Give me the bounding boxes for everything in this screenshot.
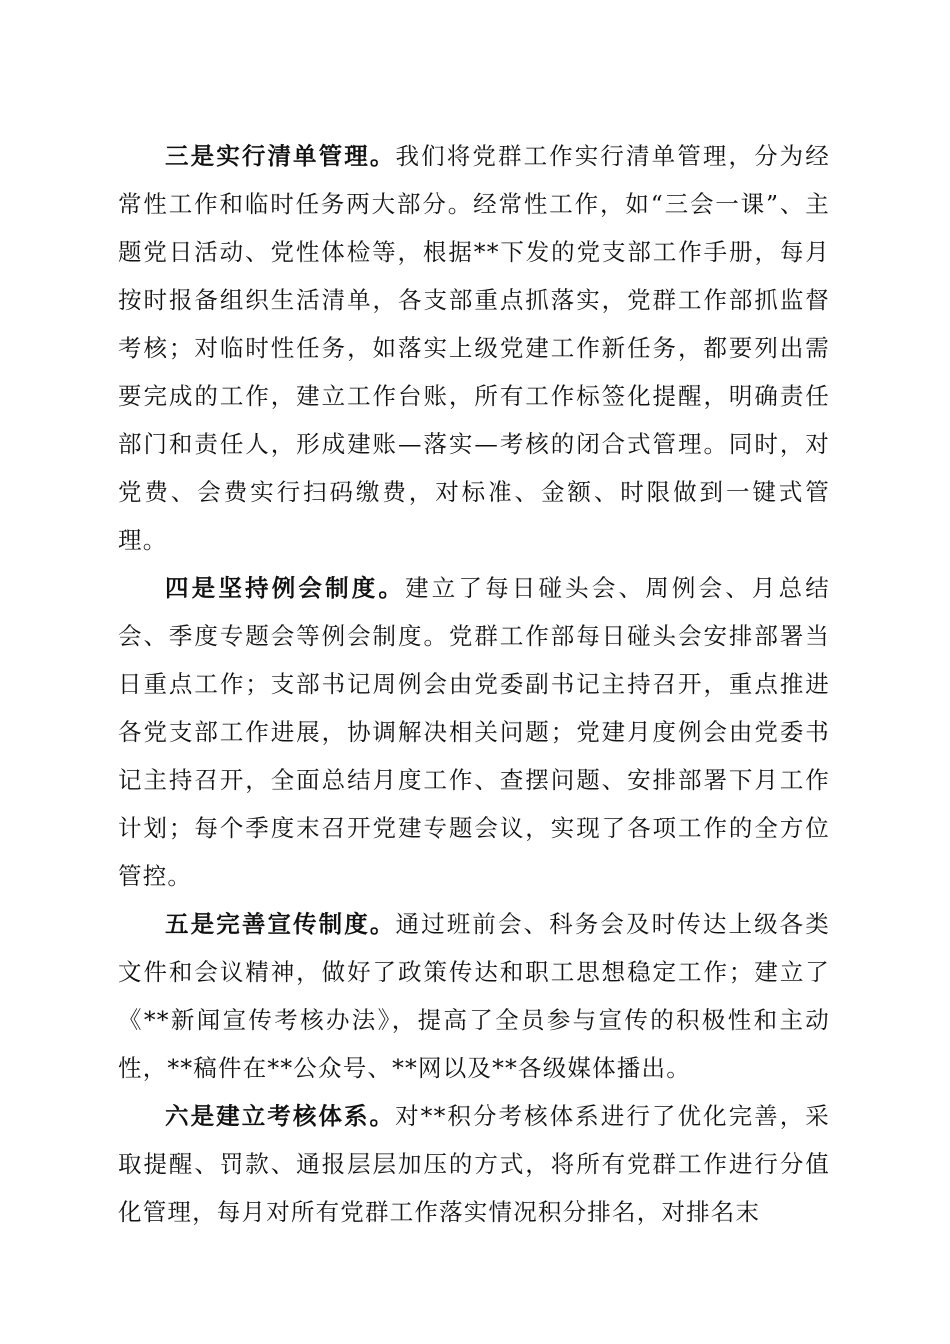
paragraph-meeting-system <box>118 564 830 900</box>
paragraph-list-management <box>118 132 830 564</box>
paragraph-heading: 三是实行清单管理。 <box>165 142 396 170</box>
paragraph-assessment-system <box>118 1092 830 1236</box>
paragraph-heading: 六是建立考核体系。 <box>165 1102 396 1130</box>
paragraph-text: 通过班前会、科务会及时传达上级各类文件和会议精神，做好了政策传达和职工思想稳定工作；建立了《**新闻宣传考核办法》，提高了全员参与宣传的积极性和主动性，**稿件在**公众号、**网以及**各级媒体播出。 <box>118 910 830 1082</box>
paragraph-text: 建立了每日碰头会、周例会、月总结会、季度专题会等例会制度。党群工作部每日碰头会安排部署当日重点工作；支部书记周例会由党委副书记主持召开，重点推进各党支部工作进展，协调解决相关问题；党建月度例会由党委书记主持召开，全面总结月度工作、查摆问题、安排部署下月工作计划；每个季度末召开党建专题会议，实现了各项工作的全方位管控。 <box>118 574 830 890</box>
paragraph-heading: 四是坚持例会制度。 <box>165 574 406 602</box>
paragraph-text: 我们将党群工作实行清单管理，分为经常性工作和临时任务两大部分。经常性工作，如“三会一课”、主题党日活动、党性体检等，根据**下发的党支部工作手册，每月按时报备组织生活清单，各支部重点抓落实，党群工作部抓监督考核；对临时性任务，如落实上级党建工作新任务，都要列出需要完成的工作，建立工作台账，所有工作标签化提醒，明确责任部门和责任人，形成建账—落实—考核的闭合式管理。同时，对党费、会费实行扫码缴费，对标准、金额、时限做到一键式管理。 <box>118 142 830 554</box>
paragraph-text: 对**积分考核体系进行了优化完善，采取提醒、罚款、通报层层加压的方式，将所有党群工作进行分值化管理，每月对所有党群工作落实情况积分排名，对排名末 <box>118 1102 830 1226</box>
paragraph-heading: 五是完善宣传制度。 <box>165 910 396 938</box>
paragraph-publicity-system <box>118 900 830 1092</box>
document-page <box>118 132 830 1236</box>
